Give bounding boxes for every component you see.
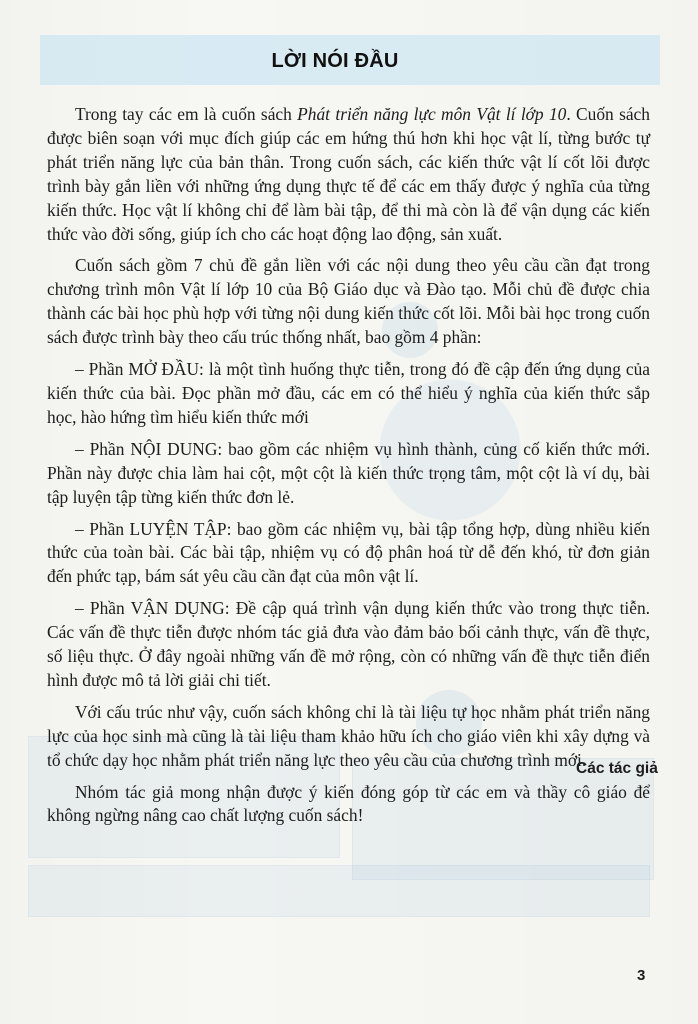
paragraph-intro [47,103,650,246]
paragraph-conclusion: Với cấu trúc như vậy, cuốn sách không chỉ là tài liệu tự học nhằm phát triển năng lực của học sinh mà cũng là tài liệu tham khảo hữu ích cho giáo viên khi xây dựng và tổ chức dạy học nhằm phát triển năng lực theo yêu cầu của chương trình mới. [47,701,650,770]
paragraph-section-mo-dau: – Phần MỞ ĐẦU: là một tình huống thực tiễn, trong đó đề cập đến ứng dụng của kiến thức của bài. Đọc phần mở đầu, các em có thể hiểu ý nghĩa của kiến thức sắp học, hào hứng tìm hiểu kiến thức mới [47,359,650,427]
preface-content [47,103,650,828]
paragraph-intro-prefix: Trong tay các em là cuốn sách [75,104,298,124]
page-number: 3 [637,967,646,984]
paragraph-section-luyen-tap: – Phần LUYỆN TẬP: bao gồm các nhiệm vụ, bài tập tổng hợp, dùng nhiều kiến thức của toàn bài. Các bài tập, nhiệm vụ có độ phân hoá từ dễ đến khó, từ đơn giản đến phức tạp, bám sát yêu cầu cần đạt của môn vật lí. [47,518,650,587]
paragraph-section-noi-dung: – Phần NỘI DUNG: bao gồm các nhiệm vụ hình thành, củng cố kiến thức mới. Phần này được chia làm hai cột, một cột là kiến thức trọng tâm, một cột là ví dụ, bài tập luyện tập từng kiến thức đơn lẻ. [47,438,650,507]
paragraph-feedback: Nhóm tác giả mong nhận được ý kiến đóng góp từ các em và thầy cô giáo để không ngừng nâng cao chất lượng cuốn sách! [47,781,650,826]
paragraph-intro-suffix: . Cuốn sách được biên soạn với mục đích giúp các em hứng thú hơn khi học vật lí, từng bước tự phát triển năng lực của bản thân. Trong cuốn sách, các kiến thức vật lí cốt lõi được trình bày gắn liền với những ứng dụng thực tế để các em thấy được ý nghĩa của từng kiến thức. Học vật lí không chỉ để làm bài tập, để thi mà còn là để vận dụng các kiến thức vào đời sống, giúp ích cho các hoạt động lao động, sản xuất. [47,104,650,244]
book-title-inline: Phát triển năng lực môn Vật lí lớp 10 [297,104,567,124]
paragraph-structure: Cuốn sách gồm 7 chủ đề gắn liền với các nội dung theo yêu cầu cần đạt trong chương trình môn Vật lí lớp 10 của Bộ Giáo dục và Đào tạo. Mỗi chủ đề được chia thành các bài học phù hợp với từng nội dung kiến thức cốt lõi. Mỗi bài học trong cuốn sách được trình bày theo cấu trúc thống nhất, bao gồm 4 phần: [47,255,650,348]
paragraph-section-van-dung: – Phần VẬN DỤNG: Đề cập quá trình vận dụng kiến thức vào trong thực tiễn. Các vấn đề thực tiễn được nhóm tác giả đưa vào đảm bảo bối cảnh thực, vấn đề thực, số liệu thực. Ở đây ngoài những vấn đề mở rộng, còn có những vấn đề thực tiễn điển hình được mô tả lời giải chi tiết. [47,598,650,690]
background-bleedthrough-block [28,865,650,917]
page-title: LỜI NÓI ĐẦU [271,50,399,72]
signature: Các tác giả [576,760,658,777]
